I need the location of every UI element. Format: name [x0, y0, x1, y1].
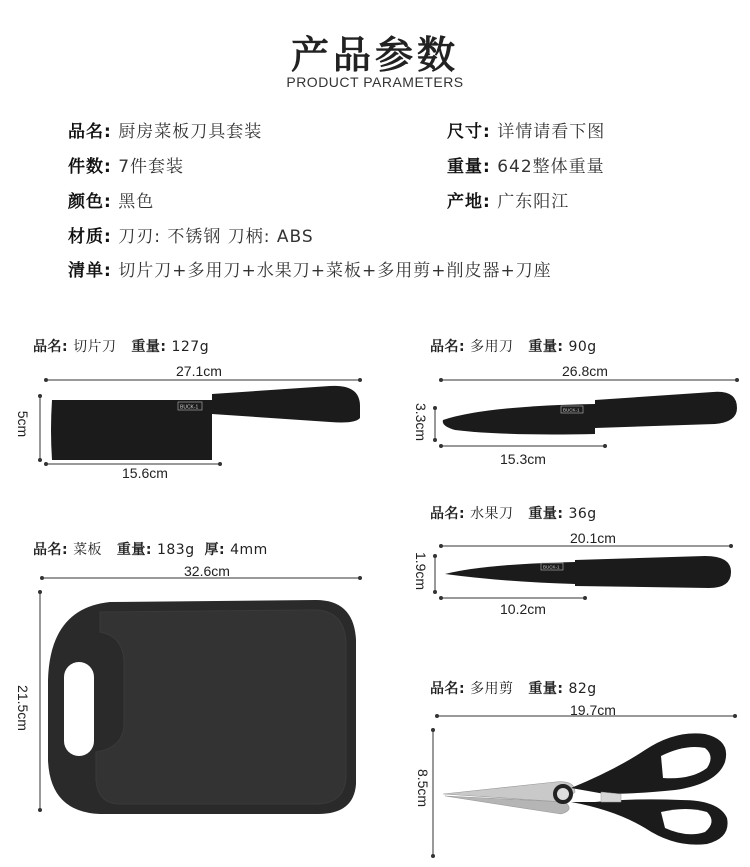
param-size-label: 尺寸: — [447, 122, 491, 142]
cleaver-name-label: 品名: — [33, 339, 69, 355]
board-width-dim: 32.6cm — [184, 563, 230, 579]
param-material-value: 刀刃: 不锈钢 刀柄: ABS — [118, 227, 314, 247]
utility-handle — [595, 392, 737, 428]
fruit-weight: 36g — [568, 506, 597, 522]
param-color-value: 黑色 — [118, 192, 155, 212]
param-count — [68, 152, 184, 177]
utility-weight: 90g — [568, 339, 597, 355]
param-size-value: 详情请看下图 — [497, 122, 606, 142]
scissors-name: 多用剪 — [470, 681, 514, 697]
board-label — [33, 539, 268, 559]
scissors-pivot — [555, 786, 571, 802]
page-subtitle: PRODUCT PARAMETERS — [286, 74, 464, 90]
board-handle-hole — [64, 662, 94, 756]
param-list-label: 清单: — [68, 261, 112, 281]
utility-brand: BUCK-1 — [563, 407, 580, 413]
fruit-blade-dim: 10.2cm — [500, 601, 546, 617]
param-origin — [447, 187, 569, 212]
fruit-label — [430, 503, 597, 523]
scissors-name-label: 品名: — [430, 681, 466, 697]
param-color — [68, 187, 154, 212]
fruit-height-dim: 1.9cm — [413, 551, 430, 591]
param-name-value: 厨房菜板刀具套装 — [118, 122, 263, 142]
cleaver-brand: BUCK-1 — [180, 404, 199, 411]
board-groove — [96, 610, 346, 804]
cleaver-illustration — [30, 370, 370, 470]
board-name: 菜板 — [73, 542, 103, 558]
fruit-length-dim: 20.1cm — [570, 530, 616, 546]
utility-label — [430, 336, 597, 356]
param-origin-value: 广东阳江 — [497, 192, 570, 212]
utility-length-dim: 26.8cm — [562, 363, 608, 379]
param-weight-value: 642整体重量 — [497, 157, 605, 177]
cleaver-blade-dim: 15.6cm — [122, 465, 168, 481]
cleaver-name: 切片刀 — [73, 339, 117, 355]
cleaver-height-dim: 5cm — [15, 410, 32, 438]
fruit-name: 水果刀 — [470, 506, 514, 522]
board-thick-label: 厚: — [204, 542, 226, 558]
param-material-label: 材质: — [68, 227, 112, 247]
param-weight — [447, 152, 605, 177]
param-color-label: 颜色: — [68, 192, 112, 212]
cleaver-label — [33, 336, 209, 356]
utility-weight-label: 重量: — [528, 339, 564, 355]
utility-blade-dim: 15.3cm — [500, 451, 546, 467]
utility-name-label: 品名: — [430, 339, 466, 355]
scissors-weight: 82g — [568, 681, 597, 697]
param-name — [68, 117, 262, 142]
board-illustration — [30, 570, 370, 820]
scissors-length-dim: 19.7cm — [570, 702, 616, 718]
param-weight-label: 重量: — [447, 157, 491, 177]
cleaver-handle — [212, 386, 360, 423]
page-title: 产品参数 — [290, 33, 459, 77]
board-name-label: 品名: — [33, 542, 69, 558]
param-count-value: 7件套装 — [118, 157, 185, 177]
fruit-name-label: 品名: — [430, 506, 466, 522]
scissors-weight-label: 重量: — [528, 681, 564, 697]
scissors-height-dim: 8.5cm — [415, 768, 432, 808]
fruit-illustration — [425, 538, 745, 606]
param-size — [447, 117, 605, 142]
param-name-label: 品名: — [68, 122, 112, 142]
fruit-brand: BUCK-1 — [543, 564, 560, 570]
param-list — [68, 256, 552, 281]
cleaver-length-dim: 27.1cm — [176, 363, 222, 379]
cleaver-weight: 127g — [171, 339, 210, 355]
cleaver-weight-label: 重量: — [131, 339, 167, 355]
scissors-illustration — [425, 710, 745, 860]
scissors-label — [430, 678, 597, 698]
fruit-handle — [575, 556, 731, 588]
utility-illustration — [425, 372, 745, 452]
param-count-label: 件数: — [68, 157, 112, 177]
board-thick: 4mm — [230, 542, 268, 558]
utility-name: 多用刀 — [470, 339, 514, 355]
board-weight: 183g — [156, 542, 195, 558]
param-material — [68, 222, 314, 247]
param-list-value: 切片刀+多用刀+水果刀+菜板+多用剪+削皮器+刀座 — [118, 261, 552, 281]
param-origin-label: 产地: — [447, 192, 491, 212]
utility-height-dim: 3.3cm — [413, 402, 430, 442]
board-weight-label: 重量: — [116, 542, 153, 558]
fruit-weight-label: 重量: — [528, 506, 564, 522]
board-height-dim: 21.5cm — [14, 685, 31, 731]
